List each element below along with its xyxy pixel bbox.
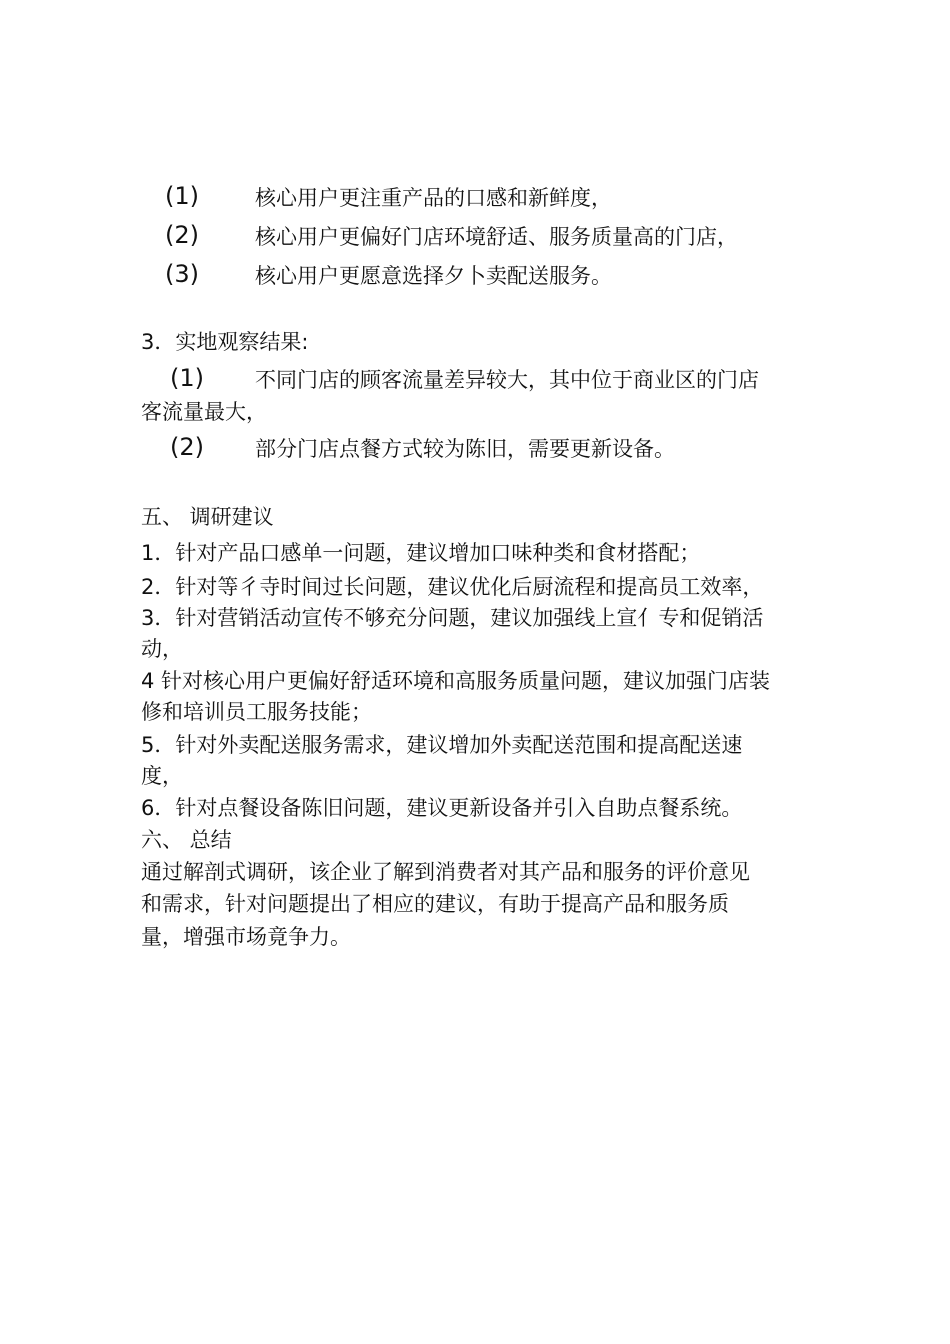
recommendation-line: 度， xyxy=(141,764,183,788)
summary-line: 通过解剖式调研，该企业了解到消费者对其产品和服务的评价意见 xyxy=(141,860,750,884)
observation-text: 部分门店点餐方式较为陈旧，需要更新设备。 xyxy=(255,437,675,461)
recommendation-line: 2．针对等彳寺时间过长问题，建议优化后厨流程和提高员工效率， xyxy=(141,575,764,599)
item-number: (3) xyxy=(165,260,199,288)
item-number: (2) xyxy=(165,221,199,249)
summary-line: 和需求，针对问题提出了相应的建议，有助于提高产品和服务质 xyxy=(141,892,729,916)
recommendation-line: 3．针对营销活动宣传不够充分问题，建议加强线上宣亻专和促销活 xyxy=(141,606,764,630)
recommendation-line: 修和培训员工服务技能； xyxy=(141,700,372,724)
item-number: (1) xyxy=(170,364,204,392)
recommendation-line: 1．针对产品口感单一问题，建议增加口味种类和食材搭配； xyxy=(141,541,701,565)
finding-text: 核心用户更偏好门店环境舒适、服务质量高的门店， xyxy=(255,225,738,249)
recommendation-line: 4 针对核心用户更偏好舒适环境和高服务质量问题，建议加强门店装 xyxy=(141,669,771,693)
section-heading: 3．实地观察结果: xyxy=(141,330,309,354)
recommendation-line: 动， xyxy=(141,637,183,661)
recommendation-line: 5．针对外卖配送服务需求，建议增加外卖配送范围和提高配送速 xyxy=(141,733,743,757)
item-number: (1) xyxy=(165,182,199,210)
recommendation-line: 6．针对点餐设备陈旧问题，建议更新设备并引入自助点餐系统。 xyxy=(141,796,743,820)
observation-text: 不同门店的顾客流量差异较大，其中位于商业区的门店 xyxy=(255,368,759,392)
summary-line: 量，增强市场竟争力。 xyxy=(141,925,351,949)
observation-text-cont: 客流量最大， xyxy=(141,400,267,424)
item-number: (2) xyxy=(170,433,204,461)
finding-text: 核心用户更愿意选择夕卜卖配送服务。 xyxy=(255,264,612,288)
section-heading: 六、 总结 xyxy=(141,828,232,852)
section-heading: 五、 调研建议 xyxy=(141,505,274,529)
finding-text: 核心用户更注重产品的口感和新鲜度， xyxy=(255,186,612,210)
